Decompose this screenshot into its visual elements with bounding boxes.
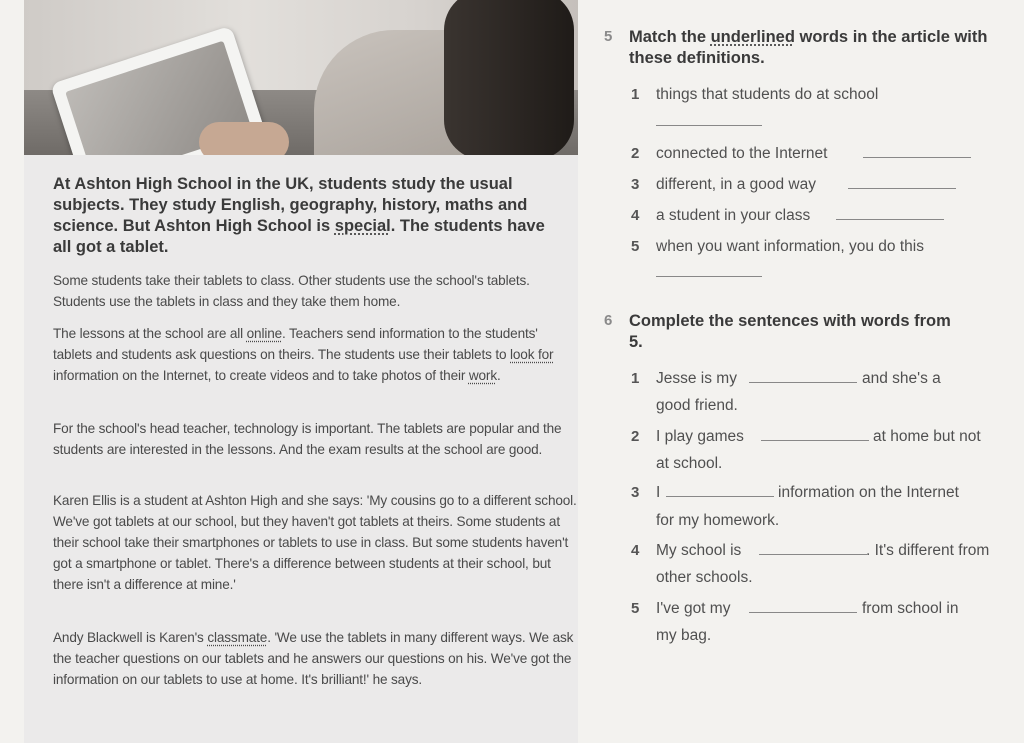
article-panel [24, 0, 578, 743]
underlined-word-special: special [334, 217, 391, 235]
title-text: words in the article with these definitions. [629, 28, 988, 67]
ex5-item-1-text: things that students do at school [656, 86, 879, 103]
underlined-word-work: work [468, 368, 497, 383]
paragraph-text: Karen Ellis is a student at Ashton High and she says: 'My cousins go to a different school. We've got tablets at our school, but they haven't got tablets at theirs. Some students at their school take their smartphones or tablets to use in class. But some students haven't got a smartphone or tablet. There's a difference between students at their school, but there isn't a difference at mine.' [53, 493, 577, 592]
paragraph-text: . 'We use the tablets in many different ways. We ask the teacher questions on our tablets and he answers our questions on his. We've got the information on our tablets to use at home. It's brilliant!' he says. [53, 630, 574, 687]
ex6-item-4-part-c: other schools. [656, 569, 753, 586]
underlined-word-look-for: look for [510, 347, 554, 362]
photo-student-hair [444, 0, 574, 155]
paragraph-text: . [496, 368, 501, 383]
article-paragraph-5 [53, 627, 578, 690]
ex5-item-3-answer-line[interactable] [848, 188, 956, 189]
exercise-6-title: Complete the sentences with words from 5. [629, 312, 951, 351]
exercise-6-number: 6 [604, 312, 613, 329]
article-paragraph-2 [53, 323, 578, 386]
ex5-item-2-text: connected to the Internet [656, 145, 828, 162]
intro-text: At Ashton High School in the UK, students study the usual subjects. They study English, geography, history, maths and science. But Ashton High School is [53, 175, 528, 235]
title-underlined: underlined [710, 28, 795, 46]
ex6-item-2-part-a: I play games [656, 428, 744, 445]
ex6-item-3-answer-line[interactable] [666, 496, 774, 497]
ex5-item-3-number: 3 [631, 176, 640, 193]
ex5-item-4-number: 4 [631, 207, 640, 224]
paragraph-text: The lessons at the school are all [53, 326, 247, 341]
ex6-item-1-part-b: and she's a [862, 370, 941, 387]
ex6-item-5-part-a: I've got my [656, 600, 731, 617]
ex5-item-5-text: when you want information, you do this [656, 238, 924, 255]
ex6-item-1-answer-line[interactable] [749, 382, 857, 383]
ex5-item-2-answer-line[interactable] [863, 157, 971, 158]
exercise-5-title [629, 27, 1009, 69]
ex6-item-5-part-c: my bag. [656, 627, 712, 644]
ex5-item-1-number: 1 [631, 86, 640, 103]
ex6-item-2-number: 2 [631, 428, 640, 445]
paragraph-text: . Teachers send information to the students' tablets and students ask questions on theirs. The students use their tablets to [53, 326, 538, 362]
intro-text-end: . The students have all got a tablet. [53, 217, 545, 256]
underlined-word-classmate: classmate [207, 630, 268, 645]
ex5-item-5-answer-line[interactable] [656, 276, 762, 277]
exercise-5-number: 5 [604, 28, 613, 45]
ex6-item-3-part-c: for my homework. [656, 512, 780, 529]
article-paragraph-4 [53, 490, 578, 595]
ex6-item-4-answer-line[interactable] [759, 554, 867, 555]
article-paragraph-3 [53, 418, 578, 460]
ex6-item-5-number: 5 [631, 600, 640, 617]
ex6-item-2-part-c: at school. [656, 455, 723, 472]
ex5-item-1-answer-line[interactable] [656, 125, 762, 126]
ex6-item-5-part-b: from school in [862, 600, 959, 617]
ex6-item-4-number: 4 [631, 542, 640, 559]
ex5-item-5-number: 5 [631, 238, 640, 255]
ex6-item-3-part-a: I [656, 484, 661, 501]
ex6-item-4-part-b: . It's different from [866, 542, 990, 559]
ex6-item-2-answer-line[interactable] [761, 440, 869, 441]
ex6-item-3-number: 3 [631, 484, 640, 501]
paragraph-text: Andy Blackwell is Karen's [53, 630, 208, 645]
paragraph-text: Some students take their tablets to class. Other students use the school's tablets. Students use the tablets in class and they take them home. [53, 273, 530, 309]
paragraph-text: For the school's head teacher, technology is important. The tablets are popular and the students are interested in the lessons. And the exam results at the school are good. [53, 421, 562, 457]
ex5-item-3-text: different, in a good way [656, 176, 816, 193]
ex6-item-3-part-b: information on the Internet [778, 484, 959, 501]
ex6-item-1-part-a: Jesse is my [656, 370, 737, 387]
ex6-item-5-answer-line[interactable] [749, 612, 857, 613]
underlined-word-online: online [246, 326, 283, 341]
article-paragraph-1 [53, 270, 578, 312]
paragraph-text: information on the Internet, to create videos and to take photos of their [53, 368, 469, 383]
ex5-item-2-number: 2 [631, 145, 640, 162]
ex5-item-4-answer-line[interactable] [836, 219, 944, 220]
ex6-item-4-part-a: My school is [656, 542, 742, 559]
ex6-item-2-part-b: at home but not [873, 428, 981, 445]
title-text: Match the [629, 28, 711, 46]
ex6-item-1-part-c: good friend. [656, 397, 738, 414]
ex6-item-1-number: 1 [631, 370, 640, 387]
article-intro [53, 174, 563, 258]
ex5-item-4-text: a student in your class [656, 207, 811, 224]
article-photo [24, 0, 578, 155]
photo-hand [199, 122, 289, 155]
